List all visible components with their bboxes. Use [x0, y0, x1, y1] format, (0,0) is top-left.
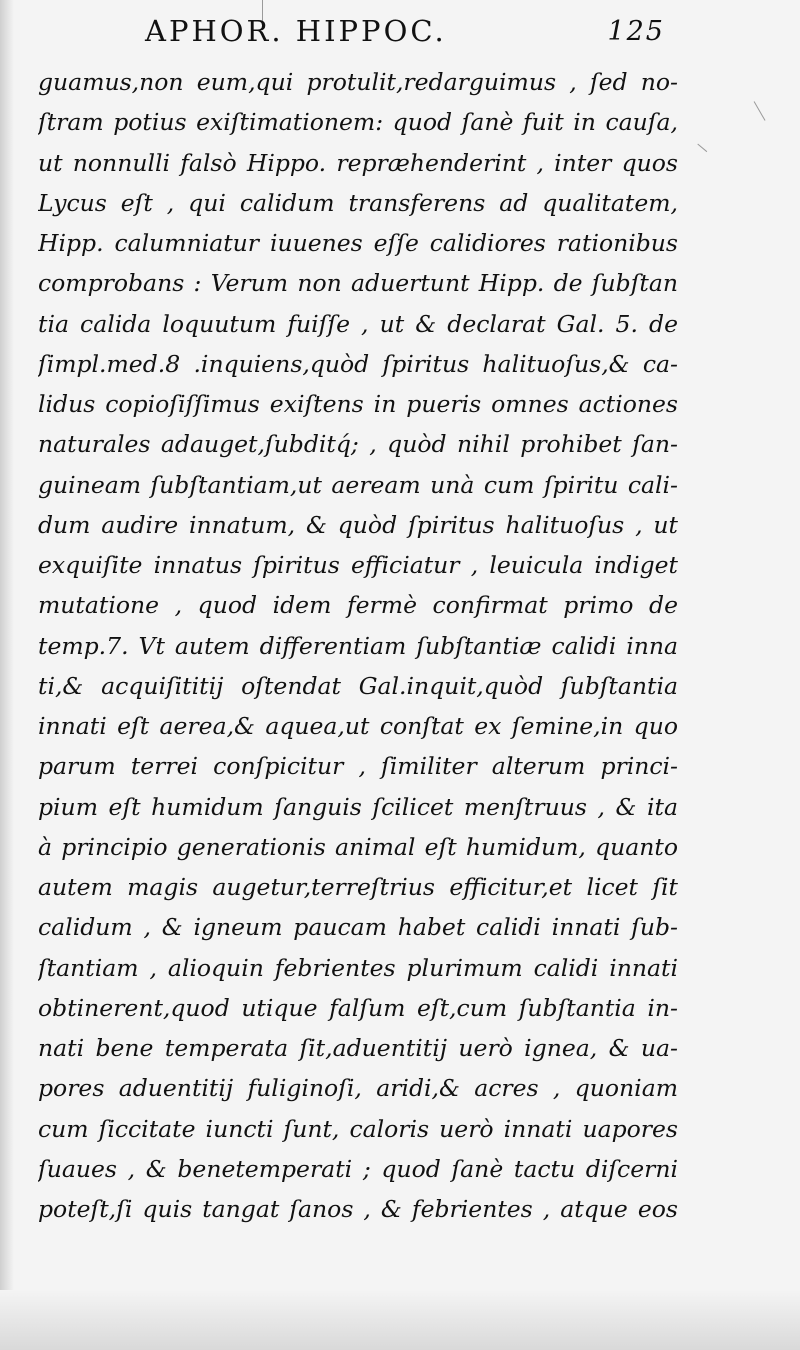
running-title: APHOR. HIPPOC. — [145, 14, 447, 48]
running-head — [145, 8, 665, 48]
text-line: Lycus eſt , qui calidum transferens ad qualitatem, — [38, 188, 678, 217]
text-line: cum ſiccitate iuncti ſunt, caloris uerò innati uapores — [38, 1114, 678, 1143]
text-line: guineam ſubſtantiam,ut aeream unà cum ſpiritu cali- — [38, 470, 678, 499]
text-line: mutatione , quod idem fermè confirmat primo de — [38, 591, 678, 620]
bottom-shadow — [0, 1290, 800, 1350]
text-line: temp.7. Vt autem differentiam ſubſtantiæ calidi inna — [38, 631, 678, 660]
text-line: obtinerent,quod utique falſum eſt,cum ſubſtantia in- — [38, 993, 678, 1022]
text-line: exquiſite innatus ſpiritus efficiatur , leuicula indiget — [38, 551, 678, 579]
text-line: autem magis augetur,terreſtrius efficitur,et licet ſit — [38, 873, 678, 901]
text-line: ſuaues , & benetemperati ; quod ſanè tactu diſcerni — [38, 1154, 678, 1183]
text-line: à principio generationis animal eſt humidum, quanto — [38, 832, 678, 861]
text-line: ſimpl.med.8 .inquiens,quòd ſpiritus halituoſus,& ca- — [38, 349, 678, 378]
text-line: poteſt,ſi quis tangat ſanos , & febrientes , atque eos — [38, 1195, 678, 1223]
text-line: nati bene temperata ſit,aduentitij uerò ignea, & ua- — [38, 1034, 678, 1062]
text-line: naturales adauget,ſubditq́; , quòd nihil prohibet ſan- — [38, 430, 678, 459]
text-line: ti,& acquiſititij oſtendat Gal.inquit,quòd ſubſtantia — [38, 671, 678, 700]
text-line: ſtram potius exiſtimationem: quod ſanè fuit in cauſa, — [38, 108, 678, 137]
gutter-shadow — [0, 0, 14, 1350]
text-line: innati eſt aerea,& aquea,ut conſtat ex ſemine,in quo — [38, 712, 678, 740]
text-line: pores aduentitij fuliginoſi, aridi,& acres , quoniam — [38, 1074, 678, 1103]
text-line: Hipp. calumniatur iuuenes eſſe calidiores rationibus — [38, 229, 678, 257]
text-line: dum audire innatum, & quòd ſpiritus halituoſus , ut — [38, 510, 678, 539]
text-line: lidus copioſiſſimus exiſtens in pueris omnes actiones — [38, 390, 678, 418]
text-line: calidum , & igneum paucam habet calidi innati ſub- — [38, 913, 678, 942]
text-line: tia calida loquutum fuiſſe , ut & declarat Gal. 5. de — [38, 309, 678, 338]
text-line: comprobans : Verum non aduertunt Hipp. de ſubſtan — [38, 269, 678, 298]
text-line: guamus,non eum,qui protulit,redarguimus , ſed no- — [38, 68, 678, 96]
text-body — [38, 62, 678, 1229]
margin-mark — [697, 136, 713, 152]
text-line: ſtantiam , alioquin febrientes plurimum calidi innati — [38, 953, 678, 982]
text-line: ut nonnulli falsò Hippo. repræhenderint , inter quos — [38, 148, 678, 177]
margin-mark — [754, 93, 780, 121]
text-line: parum terrei conſpicitur , ſimiliter alterum princi- — [38, 752, 678, 781]
text-line: pium eſt humidum ſanguis ſcilicet menſtruus , & ita — [38, 792, 678, 821]
page-number: 125 — [607, 16, 665, 47]
